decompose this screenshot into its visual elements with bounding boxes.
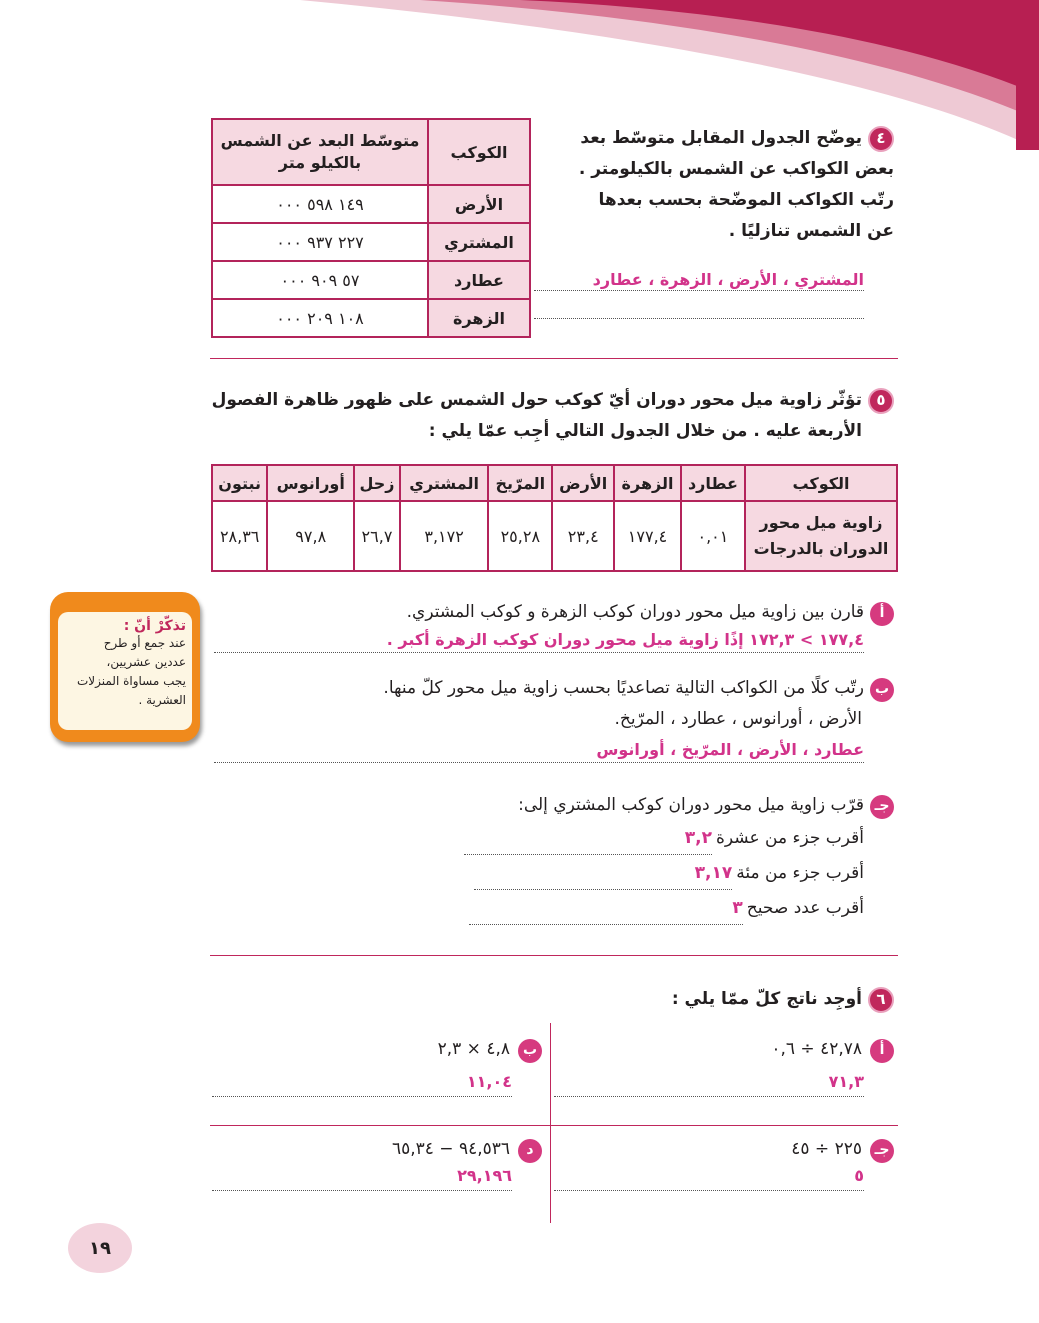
divider-2 [210, 955, 898, 956]
q6-number-badge: ٦ [868, 987, 894, 1013]
q4-answer-line[interactable] [534, 270, 864, 291]
q6d-answer: ٢٩,١٩٦ [457, 1166, 512, 1185]
q6c [574, 1134, 894, 1165]
q4-th-distance: متوسّط البعد عن الشمس بالكيلو متر [212, 119, 428, 185]
q5c-item-label: أقرب عدد صحيح [746, 898, 864, 918]
q6d [242, 1134, 542, 1165]
q4-text [524, 123, 894, 247]
q5a-text: أقارن بين زاوية ميل محور دوران كوكب الزهرة و كوكب المشتري. [244, 597, 894, 628]
q5a-answer: ١٧٧,٤ > ١٧٢,٣ إذًا زاوية ميل محور دوران كوكب الزهرة أكبر . [386, 630, 864, 649]
q5-number-badge: ٥ [868, 388, 894, 414]
q4-distance-table [211, 118, 531, 338]
q4-number-badge: ٤ [868, 126, 894, 152]
table-row-planet: عطارد [428, 261, 530, 299]
q5-text [204, 385, 894, 447]
table-row-distance: ١٤٩ ٥٩٨ ٠٠٠ [212, 185, 428, 223]
table-row-distance: ١٠٨ ٢٠٩ ٠٠٠ [212, 299, 428, 337]
q5c-item-label: أقرب جزء من عشرة [716, 828, 864, 848]
q5-th: زحل [354, 465, 400, 501]
q6a-answer-line[interactable] [554, 1072, 864, 1097]
q5c-text: جـقرّب زاوية ميل محور دوران كوكب المشتري إلى: [244, 790, 894, 821]
q5b-answer-line[interactable] [214, 740, 864, 763]
q5a-letter: أ [870, 602, 894, 626]
q6c-answer-line[interactable] [554, 1166, 864, 1191]
q5c-item-3 [469, 893, 864, 925]
q5b-text [244, 673, 894, 735]
q5c-letter: جـ [870, 795, 894, 819]
q5-row-label: زاوية ميل محور الدوران بالدرجات [745, 501, 897, 571]
q5-th: أورانوس [267, 465, 354, 501]
q5c-answer: ٣ [732, 898, 743, 918]
reminder-box [50, 592, 200, 742]
q5c-item-label: أقرب جزء من مئة [736, 863, 864, 883]
table-row-planet: الأرض [428, 185, 530, 223]
q6a [574, 1034, 894, 1065]
q5-th: نبتون [212, 465, 267, 501]
q5c-answer-field[interactable] [474, 858, 732, 890]
q6b-letter: ب [518, 1039, 542, 1063]
q5b-line: برتّب كلًا من الكواكب التالية تصاعديًا بحسب زاوية ميل محور كلّ منها. [244, 673, 894, 704]
q6a-answer: ٧١,٣ [828, 1072, 864, 1091]
q6b-expr: ٤,٨ × ٢,٣ [437, 1039, 510, 1059]
q4-line-3: رتّب الكواكب الموضّحة بحسب بعدها [598, 190, 894, 210]
q6d-expr: ٩٤,٥٣٦ − ٦٥,٣٤ [391, 1139, 510, 1159]
q6c-answer: ٥ [854, 1166, 864, 1185]
reminder-line: عددين عشريين، [106, 655, 186, 669]
q6-text: ٦أوجِد ناتج كلّ ممّا يلي : [394, 984, 894, 1015]
table-row-planet: الزهرة [428, 299, 530, 337]
table-cell: ٢٥,٢٨ [488, 501, 552, 571]
q5c-answer-field[interactable] [464, 823, 712, 855]
reminder-line: عند جمع أو طرح [103, 636, 186, 650]
q4-answer-line-2[interactable] [534, 300, 864, 319]
q6b [242, 1034, 542, 1065]
q6c-expr: ٢٢٥ ÷ ٤٥ [791, 1139, 862, 1159]
table-row-planet: المشتري [428, 223, 530, 261]
q6d-answer-line[interactable] [212, 1166, 512, 1191]
table-cell: ٠,٠١ [681, 501, 745, 571]
reminder-line: العشرية . [138, 693, 186, 707]
q5c-item-1 [464, 823, 864, 855]
q5-th: المرّيخ [488, 465, 552, 501]
q5-th: الزهرة [614, 465, 681, 501]
reminder-title: تذكّرْ أنّ : [123, 618, 186, 634]
q5-th-planet: الكوكب [745, 465, 897, 501]
q5c-answer-field[interactable] [469, 893, 743, 925]
q5c-answer: ٣,٢ [684, 828, 713, 848]
q5-line-1: ٥تؤثّر زاوية ميل محور دوران أيّ كوكب حول الشمس على ظهور ظاهرة الفصول [204, 385, 894, 416]
table-row-distance: ٥٧ ٩٠٩ ٠٠٠ [212, 261, 428, 299]
q4-line-4: عن الشمس تنازليًا . [728, 221, 894, 241]
table-cell: ٢٨,٣٦ [212, 501, 267, 571]
q6b-answer: ١١,٠٤ [466, 1072, 512, 1091]
q4-line-1: ٤يوضّح الجدول المقابل متوسّط بعد [524, 123, 894, 154]
divider-1 [210, 358, 898, 359]
q5-tilt-table [211, 464, 898, 572]
q4-line-2: بعض الكواكب عن الشمس بالكيلومتر . [578, 159, 894, 179]
q6a-letter: أ [870, 1039, 894, 1063]
q4-th-planet: الكوكب [428, 119, 530, 185]
q5-line-2: الأربعة عليه . من خلال الجدول التالي أجِب عمّا يلي : [428, 421, 862, 441]
corner-block [1016, 0, 1039, 150]
table-cell: ٢٣,٤ [552, 501, 614, 571]
q5-th: المشتري [400, 465, 489, 501]
page-number: ١٩ [89, 1237, 111, 1259]
q6-vertical-divider [550, 1023, 551, 1223]
q5a-answer-line[interactable] [214, 630, 864, 653]
q5c-item-2 [474, 858, 864, 890]
q5-th: عطارد [681, 465, 745, 501]
q6d-letter: د [518, 1139, 542, 1163]
table-cell: ٢٦,٧ [354, 501, 400, 571]
table-cell: ٣,١٧٢ [400, 501, 489, 571]
q5b-answer: عطارد ، الأرض ، المرّيخ ، أورانوس [596, 740, 864, 759]
q6b-answer-line[interactable] [212, 1072, 512, 1097]
q4-answer: المشتري ، الأرض ، الزهرة ، عطارد [592, 270, 864, 289]
q6a-expr: ٤٢,٧٨ ÷ ٠,٦ [771, 1039, 862, 1059]
table-row-distance: ٢٢٧ ٩٣٧ ٠٠٠ [212, 223, 428, 261]
page-number-badge [68, 1223, 132, 1273]
q5b-list: الأرض ، أورانوس ، عطارد ، المرّيخ. [614, 709, 862, 729]
table-cell: ١٧٧,٤ [614, 501, 681, 571]
table-cell: ٩٧,٨ [267, 501, 354, 571]
reminder-line: يجب مساواة المنزلات [76, 674, 186, 688]
q6c-letter: جـ [870, 1139, 894, 1163]
q5b-letter: ب [870, 678, 894, 702]
q5-th: الأرض [552, 465, 614, 501]
reminder-inner [58, 612, 192, 730]
q5c-answer: ٣,١٧ [694, 863, 733, 883]
q6-horizontal-divider [210, 1125, 898, 1126]
